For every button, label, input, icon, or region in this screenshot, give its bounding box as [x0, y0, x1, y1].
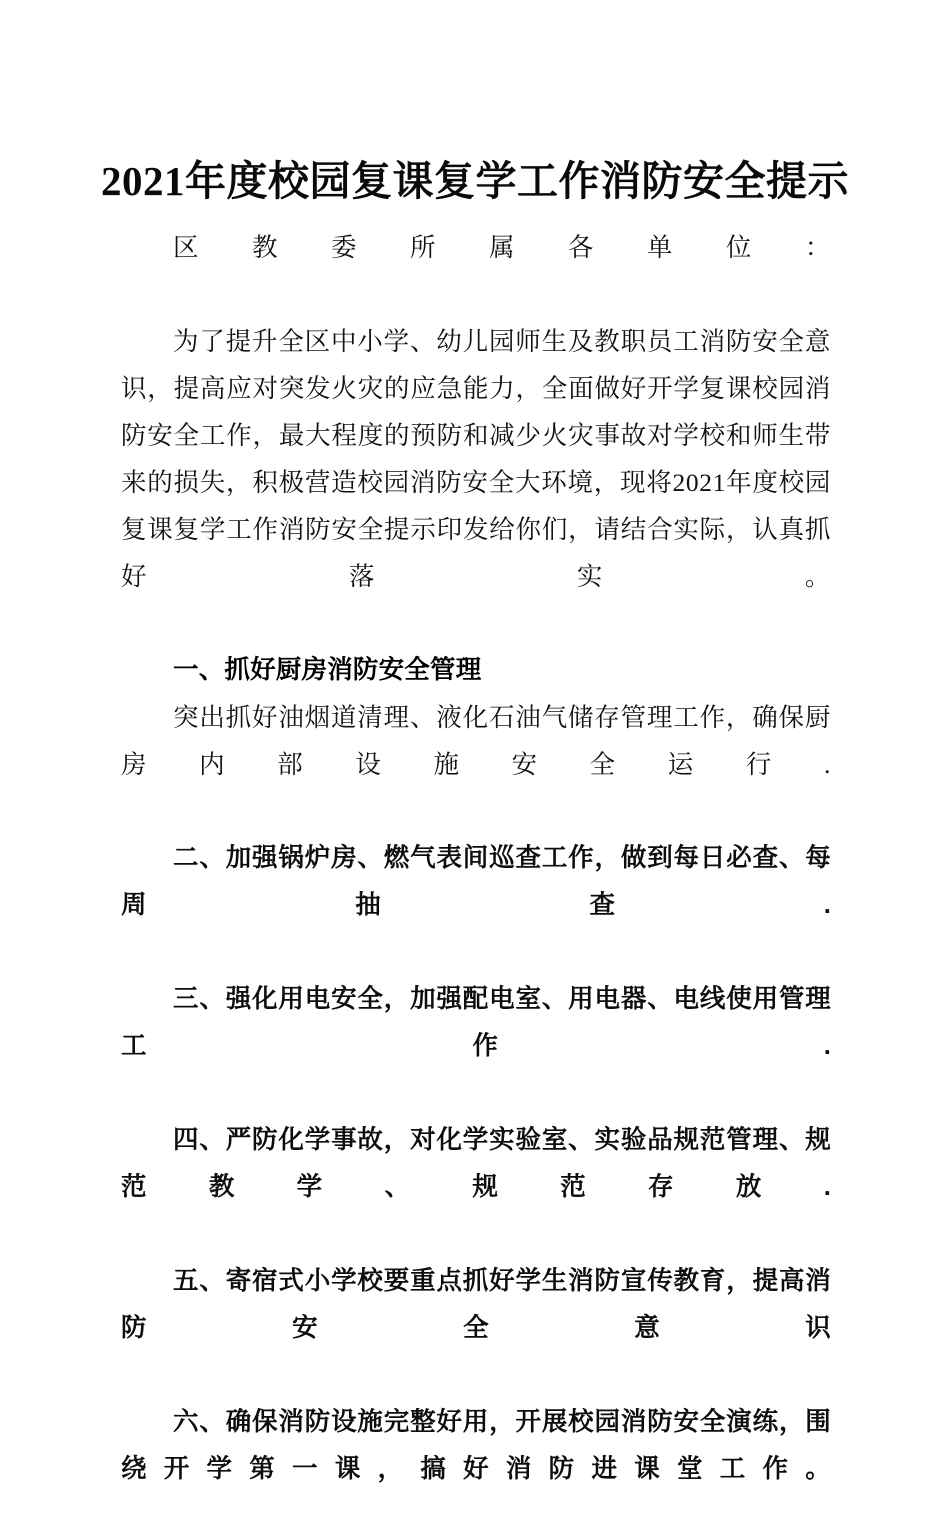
intro-paragraph: 为了提升全区中小学、幼儿园师生及教职员工消防安全意识，提高应对突发火灾的应急能力，全面做好开学复课校园消防安全工作，最大程度的预防和减少火灾事故对学校和师生带来的损失，积极营造校园消防安全大环境，现将2021年度校园复课复学工作消防安全提示印发给你们，请结合实际，认真抓好落实。: [121, 327, 831, 591]
section-heading-6: 六、确保消防设施完整好用，开展校园消防安全演练，围绕开学第一课，搞好消防进课堂工作。: [121, 1408, 831, 1483]
page-title: 2021年度校园复课复学工作消防安全提示: [101, 158, 849, 205]
section-heading-4: 四、严防化学事故，对化学实验室、实验品规范管理、规范教学、规范存放.: [121, 1126, 831, 1201]
salutation: 区教委所属各单位：: [173, 233, 831, 262]
document-body: [121, 224, 831, 1540]
section-body-1: 突出抓好油烟道清理、液化石油气储存管理工作，确保厨房内部设施安全运行.: [121, 703, 831, 779]
section-heading-1: 一、抓好厨房消防安全管理: [173, 656, 482, 684]
section-heading-2: 二、加强锅炉房、燃气表间巡查工作，做到每日必查、每周抽查.: [121, 844, 831, 919]
section-heading-3: 三、强化用电安全，加强配电室、用电器、电线使用管理工作.: [121, 985, 831, 1060]
section-heading-5: 五、寄宿式小学校要重点抓好学生消防宣传教育，提高消防安全意识: [121, 1267, 831, 1342]
